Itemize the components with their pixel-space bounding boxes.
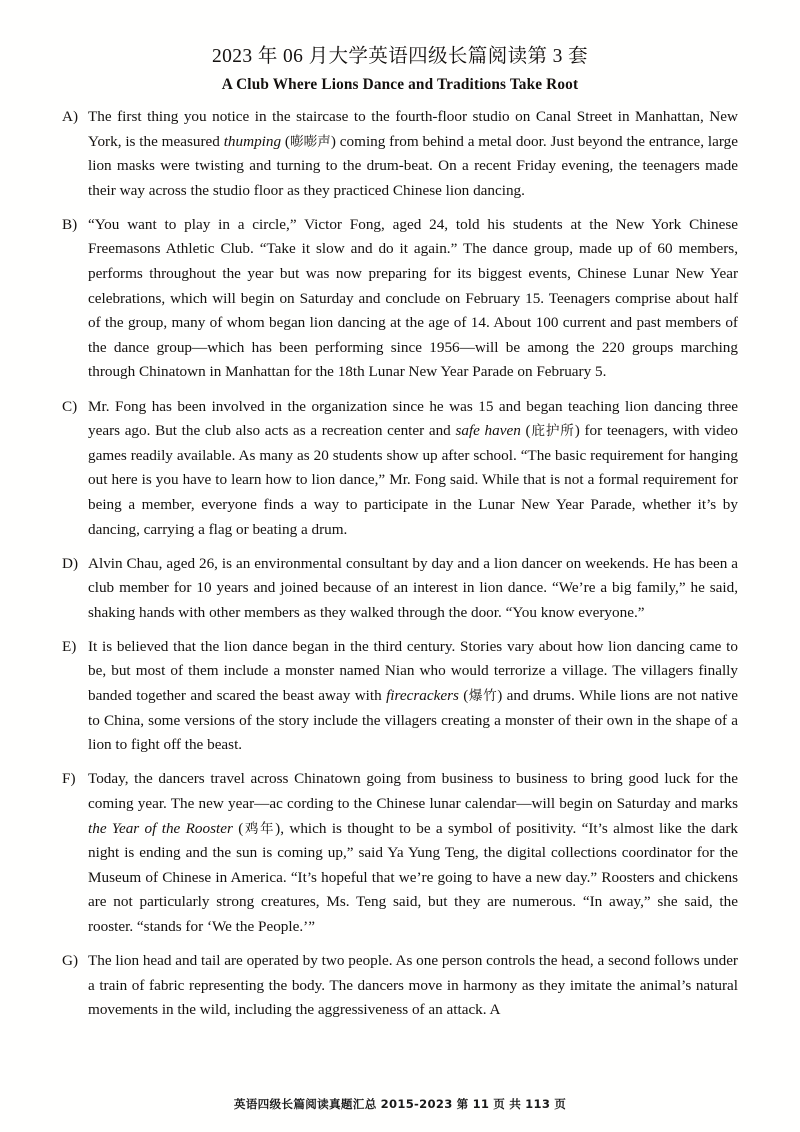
footer-page-unit: 页 bbox=[493, 1097, 506, 1111]
footer-page-number: 11 bbox=[472, 1097, 490, 1111]
paragraph-text: It is believed that the lion dance began in the third century. Stories vary about how lion dancing came to be, but most of them include a monster named Nian who would terrorize a village. The villagers finally banded together and scared the beast away with firecrackers (爆竹) and drums. While lions are not native to China, some versions of the story include the villagers creating a monster of their own in the shape of a lion to fight off the beast. bbox=[88, 637, 739, 754]
paragraph-text: Today, the dancers travel across Chinatown going from business to business to bring good luck for the coming year. The new year—ac cording to the Chinese lunar calendar—will begin on Saturday and marks the Year of the Rooster (鸡年), which is thought to be a symbol of positivity. “It’s almost like the dark night is ending and the sun is coming up,” said Ya Yung Teng, the digital collections coordinator for the Museum of Chinese in America. “It’s hopeful that we’re going to have a new day.” Roosters and chickens are not particularly strong creatures, Ms. Teng said, but they are numerous. “In away,” she said, the rooster. “stands for ‘We the People.’” bbox=[88, 770, 739, 935]
paragraph-label: F) bbox=[62, 770, 76, 788]
paragraph bbox=[62, 767, 738, 939]
paragraph-text: The lion head and tail are operated by two people. As one person controls the head, a second follows under a train of fabric representing the body. The dancers move in harmony as they imitate the animal’s natural movements in the wild, including the aggressiveness of an attack. A bbox=[88, 952, 738, 1019]
footer-total-prefix: 共 bbox=[509, 1097, 522, 1111]
paragraph-label: B) bbox=[62, 215, 78, 233]
paragraph-text: “You want to play in a circle,” Victor Fong, aged 24, told his students at the New York Chinese Freemasons Athletic Club. “Take it slow and do it again.” The dance group, made up of 60 members, performs throughout the year but was now preparing for its biggest events, Chinese Lunar New Year celebrations, which will begin on Saturday and conclude on February 15. Teenagers comprise about half of the group, many of whom began lion dancing at the age of 14. About 100 current and past members of the dance group—which has been performing since 1956—will be among the 220 groups marching through Chinatown in Manhattan for the 18th Lunar New Year Parade on February 5. bbox=[88, 215, 738, 381]
paragraph-label: A) bbox=[62, 108, 79, 125]
paragraph bbox=[62, 949, 738, 1023]
article-title: A Club Where Lions Dance and Traditions Take Root bbox=[221, 76, 579, 93]
paragraph bbox=[62, 105, 738, 203]
paragraph bbox=[62, 213, 738, 385]
footer-total-pages: 113 bbox=[525, 1097, 551, 1111]
paragraph-label: E) bbox=[62, 637, 77, 655]
paragraph-text: The first thing you notice in the staircase to the fourth-floor studio on Canal Street in Manhattan, New York, is the measured thumping (嘭嘭声) coming from behind a metal door. Just beyond the entrance, large lion masks were twisting and turning to the drum-beat. On a recent Friday evening, the teenagers made their way across the studio floor as they practiced Chinese lion dancing. bbox=[88, 108, 738, 199]
article-body bbox=[62, 105, 738, 1023]
page-footer bbox=[0, 1096, 800, 1112]
footer-collection-label: 英语四级长篇阅读真题汇总 bbox=[233, 1097, 377, 1111]
page-title: 2023 年 06 月大学英语四级长篇阅读第 3 套 bbox=[211, 46, 589, 67]
paragraph-text: Alvin Chau, aged 26, is an environmental consultant by day and a lion dancer on weekends. He has been a club member for 10 years and joined because of an interest in lion dance. “We’re a big family,” he said, shaking hands with other members as they walked through the door. “You know everyone.” bbox=[88, 554, 738, 621]
paragraph bbox=[62, 552, 738, 626]
footer-total-unit: 页 bbox=[554, 1097, 567, 1111]
footer-year-range: 2015-2023 bbox=[380, 1097, 453, 1111]
paragraph-label: G) bbox=[62, 952, 79, 969]
paragraph bbox=[62, 395, 738, 543]
footer-page-prefix: 第 bbox=[456, 1097, 469, 1111]
paragraph bbox=[62, 635, 738, 758]
paragraph-text: Mr. Fong has been involved in the organization since he was 15 and began teaching lion dancing three years ago. But the club also acts as a recreation center and safe haven (庇护所) for teenagers, with video games readily available. As many as 20 students show up after school. “The basic requirement for hanging out here is you have to learn how to lion dance,” Mr. Fong said. While that is not a formal requirement for being a member, everyone finds a way to participate in the Lunar New Year Parade, whether it’s by dancing, carrying a flag or beating a drum. bbox=[88, 397, 738, 538]
paragraph-label: C) bbox=[62, 397, 78, 415]
paragraph-label: D) bbox=[62, 554, 79, 572]
